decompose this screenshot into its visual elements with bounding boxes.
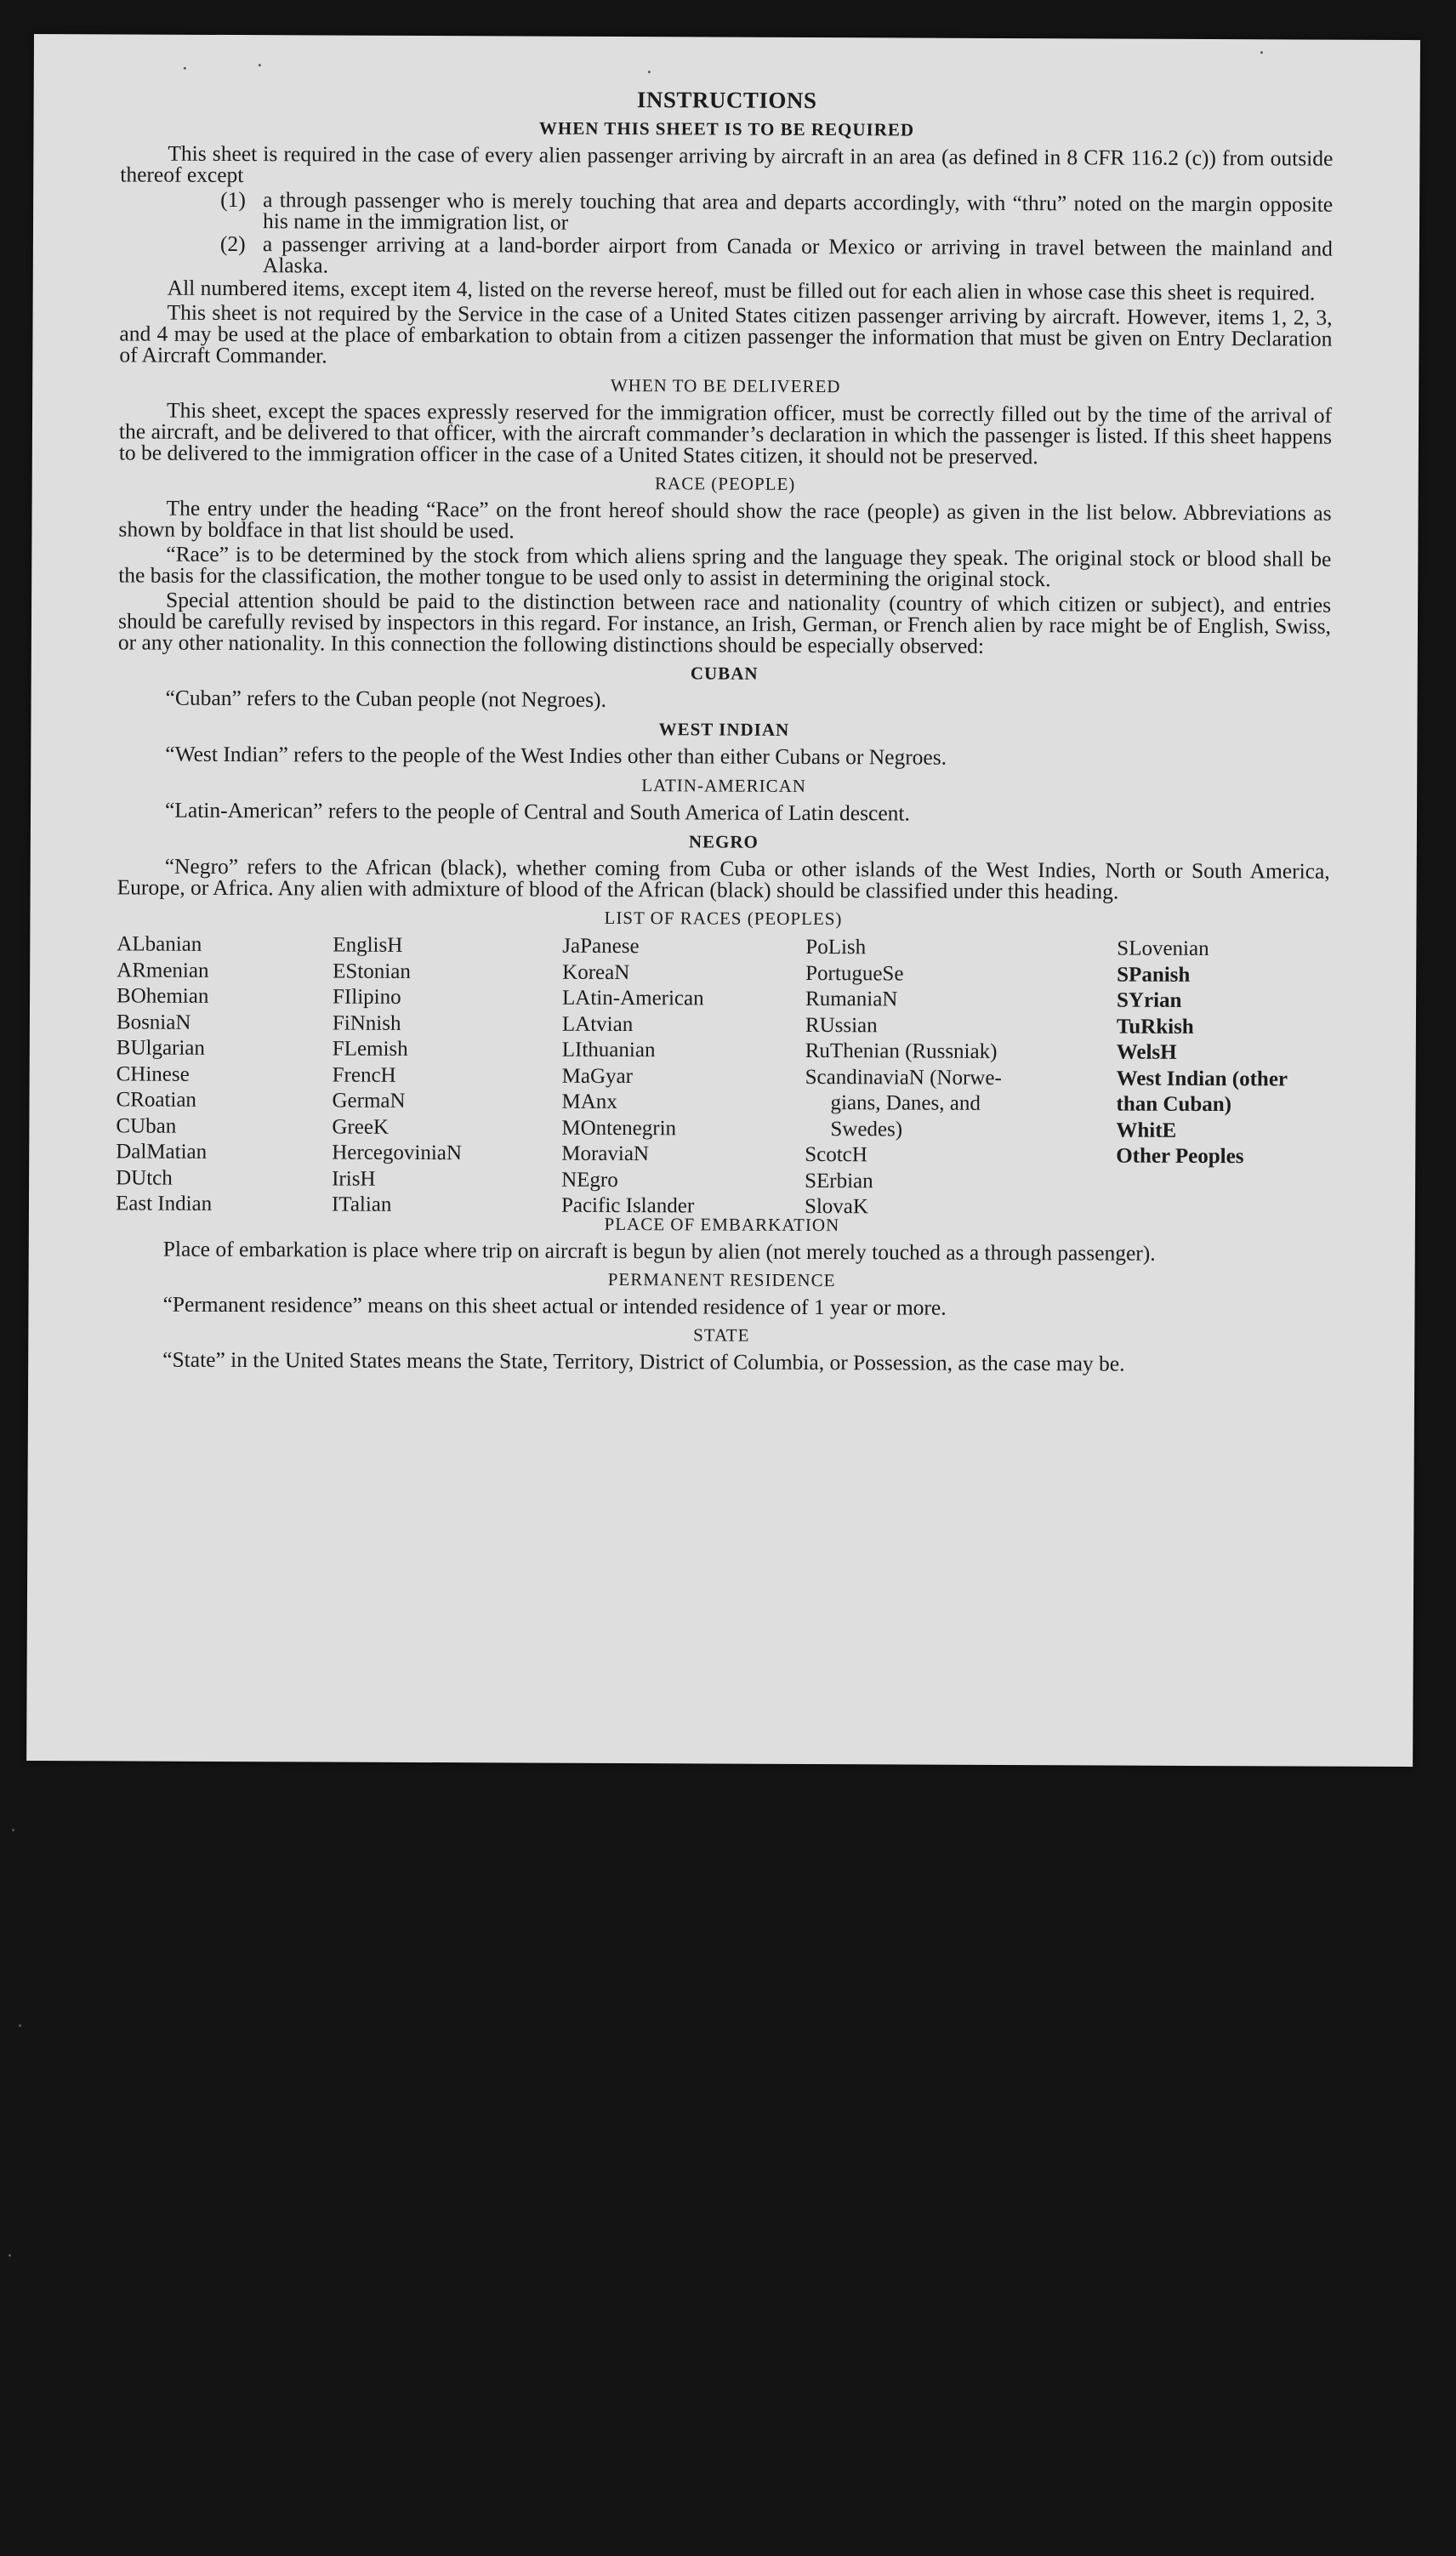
- race-entry: West Indian (other: [1116, 1067, 1288, 1090]
- race-entry: PoLish: [805, 935, 867, 959]
- heading-west-indian: WEST INDIAN: [658, 719, 790, 740]
- race-entry: MOntenegrin: [561, 1116, 677, 1140]
- dust-speck: [12, 1829, 14, 1831]
- race-entry: EStonian: [333, 959, 411, 983]
- item-text: a passenger arriving at a land-border airport from Canada or Mexico or arriving in travel between the mainland and Alaska.: [262, 231, 1333, 278]
- races-column-4: [805, 935, 1061, 1221]
- dust-speck: [1260, 51, 1263, 54]
- dust-speck: [19, 2024, 21, 2027]
- race-entry: Other Peoples: [1116, 1144, 1244, 1169]
- race-entry: LAtin-American: [562, 986, 704, 1010]
- race-entry: SPanish: [1117, 963, 1191, 987]
- paragraph-citizen: This sheet is not required by the Service in the case of a United States citizen passenger arriving by aircraft. However, items 1, 2, 3, and 4 may be used at the place of embarkation to obtain from a citizen passenger the information that must be given on Entry Declaration of Aircraft Commander.: [119, 299, 1333, 368]
- race-entry: SlovaK: [804, 1194, 869, 1219]
- heading-cuban: CUBAN: [690, 663, 759, 684]
- dust-speck: [259, 64, 261, 66]
- race-entry: NEgro: [561, 1168, 618, 1192]
- race-entry: FLemish: [332, 1037, 408, 1061]
- heading-list-of-races: LIST OF RACES (PEOPLES): [604, 907, 843, 930]
- exception-item-2: [220, 233, 1333, 281]
- race-entry: GreeK: [332, 1115, 390, 1139]
- race-entry: FrencH: [332, 1063, 396, 1087]
- race-entry: SLovenian: [1117, 936, 1209, 961]
- race-entry: DalMatian: [116, 1140, 208, 1164]
- race-entry-continued: gians, Danes, and: [830, 1091, 981, 1115]
- race-entry: BUlgarian: [116, 1036, 205, 1060]
- race-entry: RumaniaN: [805, 987, 898, 1011]
- race-entry: ITalian: [331, 1193, 392, 1216]
- item-number: (1): [220, 186, 246, 213]
- definition-cuban: “Cuban” refers to the Cuban people (not Negroes).: [165, 685, 606, 712]
- item-number: (2): [219, 231, 246, 257]
- race-entry-continued: Swedes): [830, 1117, 903, 1141]
- instructions-content: [115, 87, 1334, 1378]
- heading-when-delivered: WHEN TO BE DELIVERED: [610, 374, 841, 397]
- race-entry: SErbian: [805, 1169, 873, 1193]
- race-entry: JaPanese: [562, 934, 640, 959]
- exception-item-1: [220, 186, 1334, 236]
- race-entry: FiNnish: [332, 1011, 401, 1035]
- heading-when-required: WHEN THIS SHEET IS TO BE REQUIRED: [538, 117, 915, 140]
- item-text: a through passenger who is merely touching that area and departs accordingly, with “thru” noted on the margin opposite his name in the immigration list, or: [262, 187, 1334, 235]
- race-entry: ScotcH: [805, 1142, 867, 1167]
- race-entry: CHinese: [116, 1062, 190, 1086]
- race-entry: MAnx: [561, 1090, 617, 1114]
- race-entry: GermaN: [332, 1089, 406, 1113]
- race-entry: WhitE: [1116, 1119, 1177, 1142]
- races-column-1: [116, 931, 213, 1217]
- race-entry: KoreaN: [562, 960, 630, 984]
- race-entry: CRoatian: [116, 1088, 197, 1112]
- definition-west-indian: “West Indian” refers to the people of the West Indies other than either Cubans or Negroes.: [165, 741, 947, 770]
- page-title: INSTRUCTIONS: [636, 87, 817, 114]
- race-entry: DUtch: [116, 1165, 173, 1190]
- race-entry: FIlipino: [333, 985, 401, 1009]
- race-entry: ScandinaviaN (Norwe-: [805, 1065, 1002, 1090]
- heading-race: RACE (PEOPLE): [655, 473, 796, 494]
- race-entry: LAtvian: [561, 1012, 634, 1036]
- race-entry: ALbanian: [117, 932, 202, 956]
- race-entry: RuThenian (Russniak): [805, 1039, 998, 1063]
- heading-negro: NEGRO: [688, 831, 759, 852]
- race-entry: CUban: [116, 1113, 177, 1138]
- heading-permanent-residence: PERMANENT RESIDENCE: [607, 1268, 836, 1291]
- paragraph-race-entry: The entry under the heading “Race” on the front hereof should show the race (people) as given in the list below. Abbreviations as shown by boldface in that list should be used.: [118, 495, 1332, 544]
- definition-permanent-residence: “Permanent residence” means on this sheet actual or intended residence of 1 year or more.: [162, 1291, 947, 1320]
- race-entry: RUssian: [805, 1013, 878, 1037]
- race-entry: WelsH: [1116, 1040, 1177, 1064]
- races-column-2: [332, 933, 463, 1219]
- paragraph-race-nationality: Special attention should be paid to the distinction between race and nationality (country of which citizen or subject), and entries should be carefully revised by inspectors in this regard. For instance, an Irish, German, or French alien by race might be of English, Swiss, or any other nationality. In this connection the following distinctions should be especially observed:: [117, 587, 1332, 658]
- race-entry: ARmenian: [117, 958, 209, 982]
- race-entry: PortugueSe: [805, 961, 904, 985]
- race-entry: IrisH: [332, 1167, 376, 1191]
- race-entry: HercegoviniaN: [332, 1141, 463, 1165]
- dust-speck: [9, 2254, 11, 2257]
- paragraph-delivered: This sheet, except the spaces expressly reserved for the immigration officer, must be correctly filled out by the time of the arrival of the aircraft, and be delivered to that officer, with the aircraft commander’s declaration in which the passenger is listed. If this sheet happens to be delivered to the immigration officer in the case of a United States citizen, it should not be preserved.: [118, 397, 1333, 470]
- dust-speck: [184, 67, 186, 70]
- document-page: [26, 34, 1420, 1767]
- race-entry: SYrian: [1116, 988, 1182, 1012]
- heading-state: STATE: [693, 1324, 750, 1346]
- race-entry: East Indian: [115, 1192, 213, 1215]
- race-entry: TuRkish: [1116, 1015, 1194, 1039]
- definition-embarkation: Place of embarkation is place where trip on aircraft is begun by alien (not merely touched as a through passenger).: [162, 1236, 1156, 1266]
- race-entry: MaGyar: [561, 1064, 634, 1088]
- definition-latin-american: “Latin-American” refers to the people of Central and South America of Latin descent.: [164, 797, 910, 826]
- race-entry: BosniaN: [116, 1010, 191, 1034]
- paragraph-required: This sheet is required in the case of every alien passenger arriving by aircraft in an area (as defined in 8 CFR 116.2 (c)) from outside thereof except: [120, 140, 1334, 188]
- paragraph-race-stock: “Race” is to be determined by the stock from which aliens spring and the language they speak. The original stock or blood shall be the basis for the classification, the mother tongue to be used only to assist in determining the original stock.: [118, 541, 1332, 592]
- race-entry: MoraviaN: [561, 1141, 650, 1166]
- races-column-3: [561, 934, 704, 1220]
- races-column-5: [1116, 936, 1338, 1171]
- paragraph-numbered-items: All numbered items, except item 4, listed on the reverse hereof, must be filled out for each alien in whose case this sheet is required.: [167, 275, 1316, 305]
- dust-speck: [648, 71, 651, 73]
- race-entry: Pacific Islander: [560, 1193, 695, 1218]
- heading-latin-american: LATIN-AMERICAN: [641, 775, 807, 796]
- definition-negro: “Negro” refers to the African (black), whether coming from Cuba or other islands of the West Indies, North or South America, Europe, or Africa. Any alien with admixture of blood of the African (black) should be classified under this heading.: [117, 853, 1330, 904]
- definition-state: “State” in the United States means the State, Territory, District of Columbia, or Possession, as the case may be.: [162, 1346, 1125, 1376]
- race-entry-continued: than Cuban): [1116, 1092, 1232, 1117]
- races-list: [115, 931, 1329, 1219]
- race-entry: LIthuanian: [561, 1038, 656, 1062]
- race-entry: BOhemian: [117, 984, 209, 1008]
- race-entry: EnglisH: [333, 933, 403, 957]
- heading-embarkation: PLACE OF EMBARKATION: [604, 1213, 840, 1236]
